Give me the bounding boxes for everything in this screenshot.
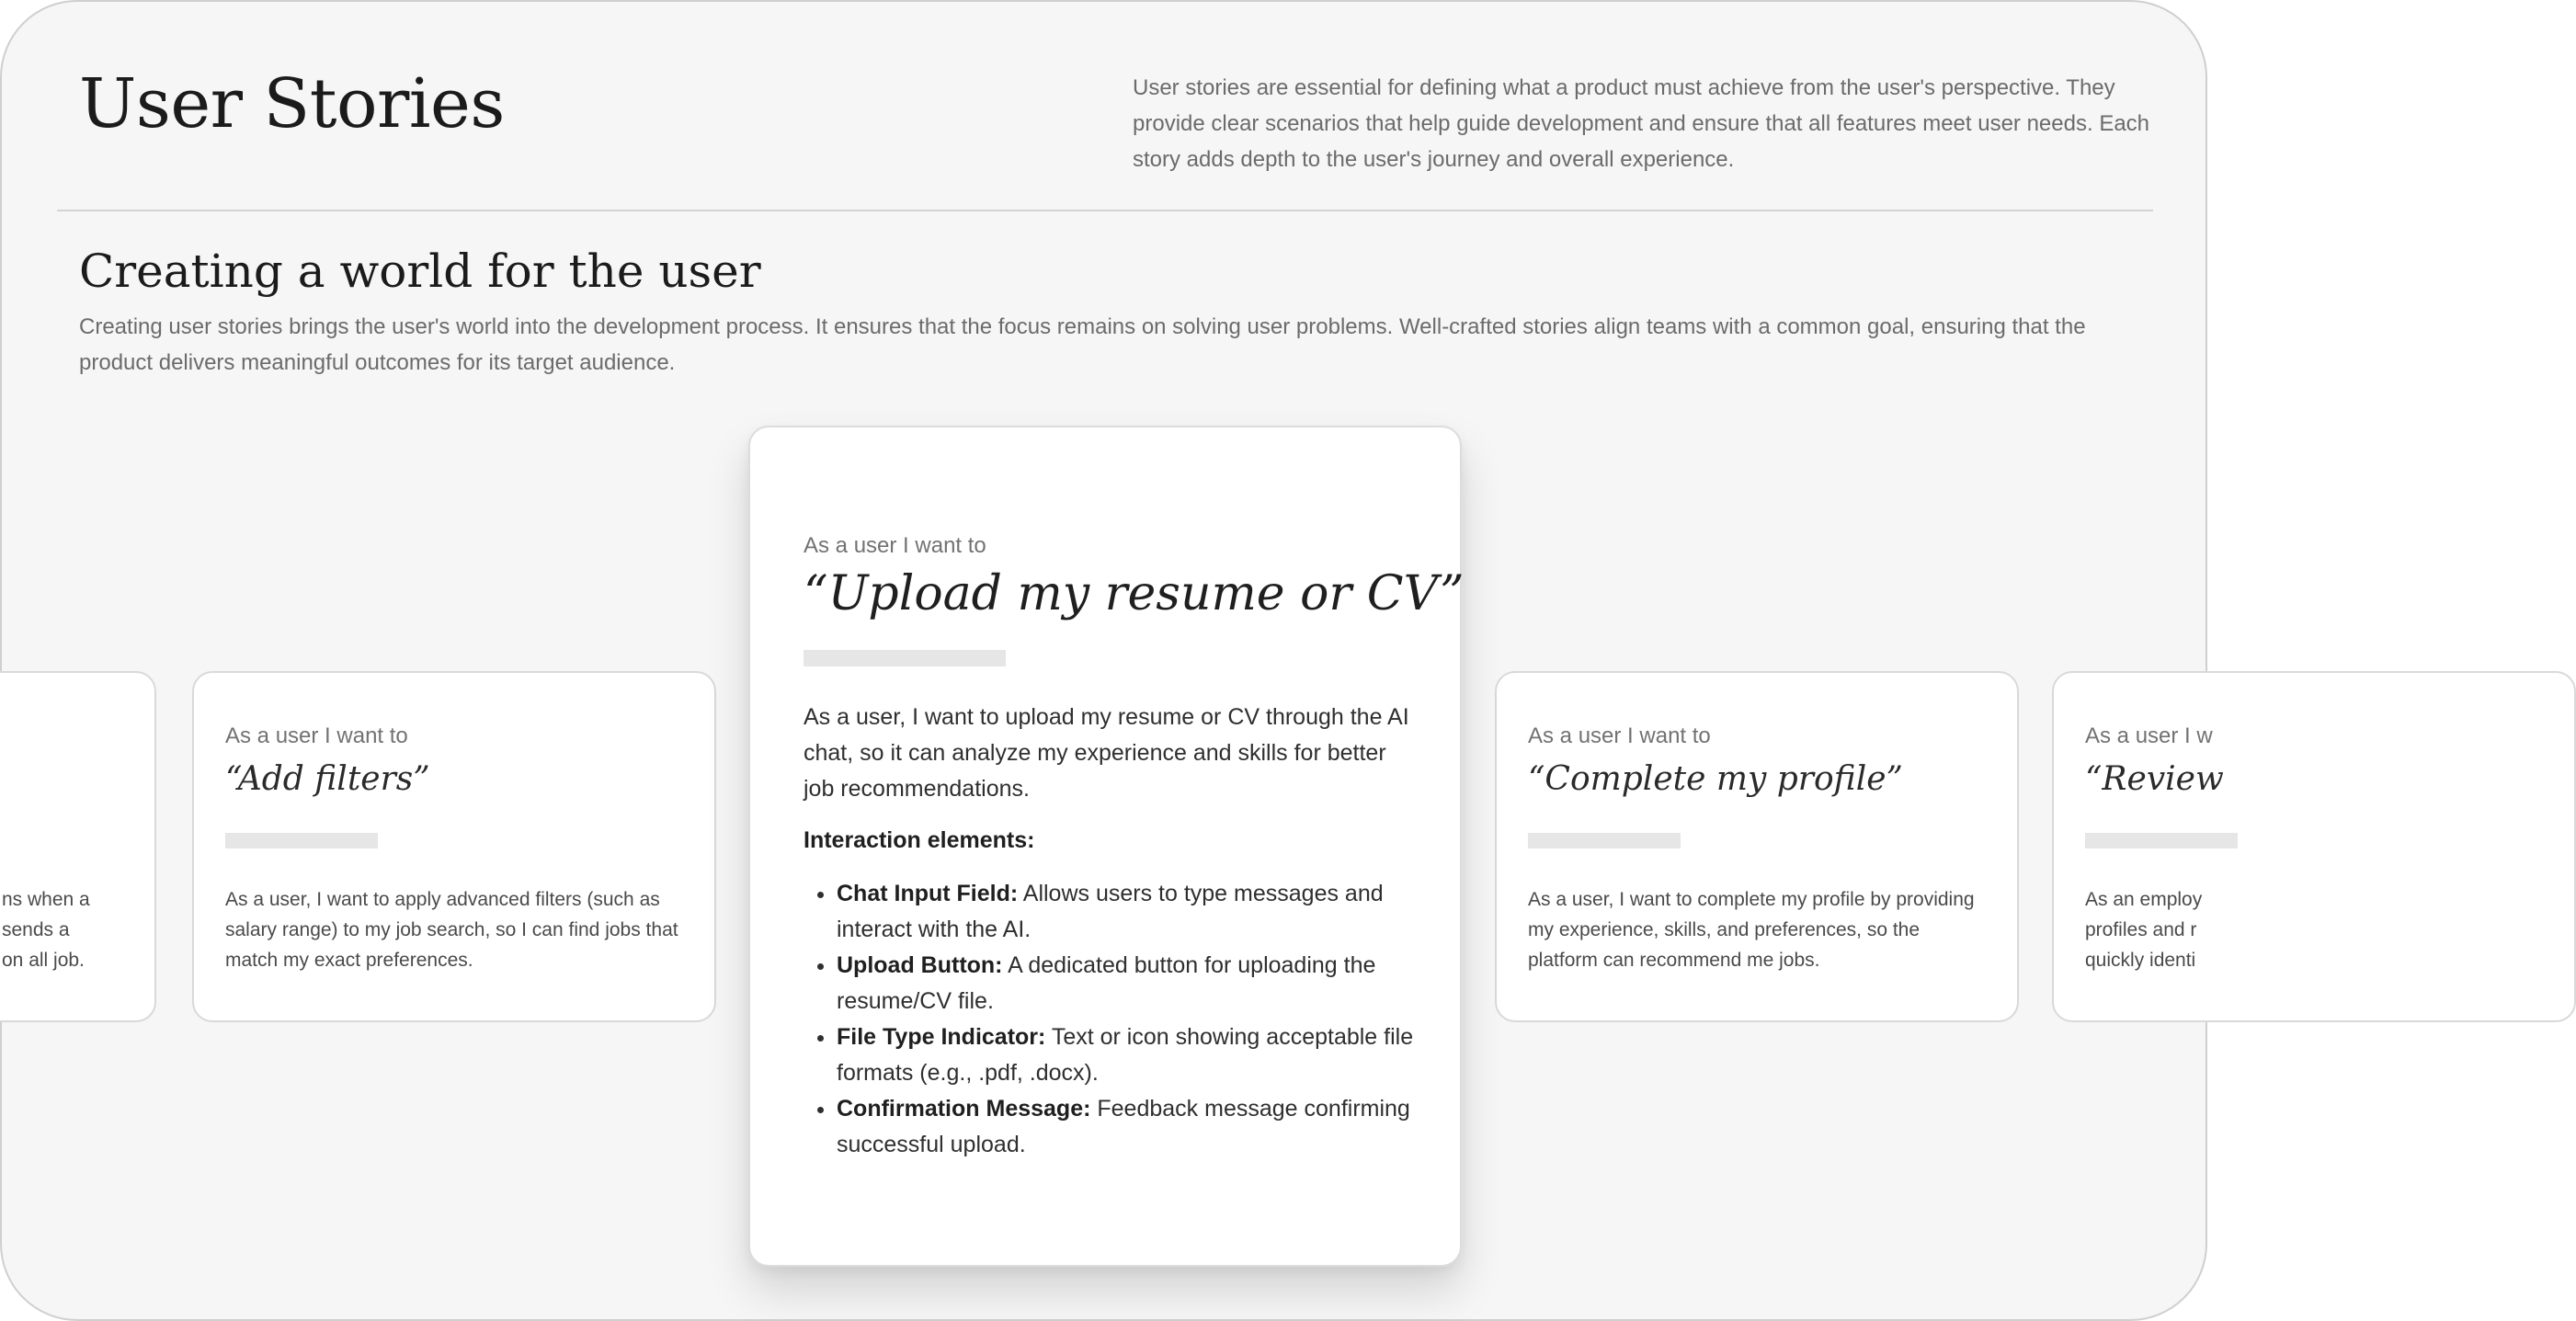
element-description: Feedback message confirming successful upload.: [837, 1096, 1410, 1157]
section-description: Creating user stories brings the user's world into the development process. It ensures that the focus remains on solving user problems. Well-crafted stories align teams with a common goal, ensuring that the product delivers meaningful outcomes for its target audience.: [79, 314, 2086, 375]
story-card-eyebrow: As a user I want to: [225, 723, 408, 748]
divider: [57, 210, 2153, 211]
list-item: [837, 876, 1415, 948]
element-description: Text or icon showing acceptable file formats (e.g., .pdf, .docx).: [837, 1024, 1414, 1086]
story-card-body: As a user, I want to apply advanced filters (such as salary range) to my job search, so I can find jobs that match my exact preferences.: [225, 889, 678, 971]
list-item: [837, 1091, 1415, 1163]
element-description: A dedicated button for uploading the resume/CV file.: [837, 952, 1376, 1014]
story-card-accent-bar: [1528, 833, 1681, 848]
page-intro: User stories are essential for defining what a product must achieve from the user's perspective. They provide clear scenarios that help guide development and ensure that all features meet user needs. Each story adds depth to the user's journey and overall experience.: [1133, 75, 2150, 172]
interaction-elements-list: [804, 876, 1415, 1163]
story-card-body: ns when a sends a on all job.: [2, 889, 90, 971]
story-card-far-left[interactable]: [0, 671, 156, 1022]
story-card-accent-bar: [225, 833, 378, 848]
element-name: Upload Button:: [837, 952, 1003, 978]
story-card-title: “Upload my resume or CV”: [804, 566, 1465, 621]
list-item: [837, 1019, 1415, 1091]
story-card-add-filters[interactable]: [192, 671, 716, 1022]
story-card-body: As a user, I want to complete my profile by providing my experience, skills, and preferences, so the platform can recommend me jobs.: [1528, 889, 1975, 971]
story-card-eyebrow: As a user I w: [2085, 723, 2213, 748]
element-description: Allows users to type messages and interact with the AI.: [837, 881, 1384, 942]
story-card-accent-bar: [804, 650, 1006, 666]
element-name: Confirmation Message:: [837, 1096, 1091, 1122]
story-card-complete-profile[interactable]: [1495, 671, 2019, 1022]
story-card-title: “Complete my profile”: [1528, 760, 1903, 798]
story-card-eyebrow: As a user I want to: [804, 533, 986, 558]
story-card-body: As a user, I want to upload my resume or CV through the AI chat, so it can analyze my experience and skills for better job recommendations.: [804, 704, 1409, 802]
page-title: User Stories: [79, 64, 505, 143]
story-card-review[interactable]: [2052, 671, 2576, 1022]
interaction-elements-heading: Interaction elements:: [804, 827, 1035, 853]
element-name: File Type Indicator:: [837, 1024, 1046, 1050]
element-name: Chat Input Field:: [837, 881, 1019, 906]
list-item: [837, 948, 1415, 1019]
story-card-title: “Add filters”: [225, 760, 430, 798]
story-card-upload-resume[interactable]: [748, 426, 1465, 1267]
section-title: Creating a world for the user: [79, 245, 761, 298]
story-card-eyebrow: As a user I want to: [1528, 723, 1711, 748]
story-card-title: “Review: [2085, 760, 2224, 798]
story-card-body: As an employ profiles and r quickly identi: [2085, 889, 2203, 971]
story-card-accent-bar: [2085, 833, 2238, 848]
